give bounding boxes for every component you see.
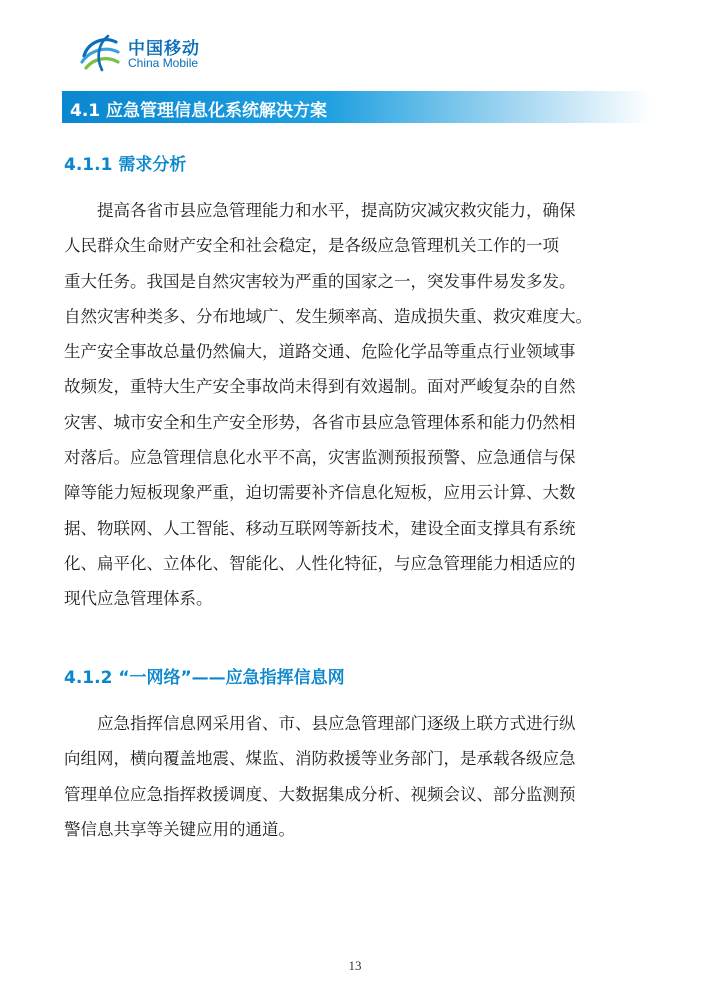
paragraph-line: 重大任务。我国是自然灾害较为严重的国家之一，突发事件易发多发。: [64, 271, 576, 291]
page-number: 13: [348, 958, 362, 973]
subsection-heading-network: 4.1.2 “一网络”——应急指挥信息网: [64, 668, 345, 688]
paragraph-line: 现代应急管理体系。: [64, 589, 213, 609]
china-mobile-logo: [78, 30, 218, 76]
logo-chinese-text: 中国移动: [128, 39, 200, 59]
network-paragraph: [64, 706, 648, 847]
paragraph-line: 灾害、城市安全和生产安全形势，各省市县应急管理体系和能力仍然相: [64, 412, 576, 432]
paragraph-line: 故频发，重特大生产安全事故尚未得到有效遏制。面对严峻复杂的自然: [64, 377, 576, 397]
paragraph-line: 警信息共享等关键应用的通道。: [64, 819, 295, 839]
china-mobile-emblem-icon: [78, 30, 122, 74]
paragraph-line: 管理单位应急指挥救援调度、大数据集成分析、视频会议、部分监测预: [64, 784, 576, 804]
paragraph-line: 向组网，横向覆盖地震、煤监、消防救援等业务部门，是承载各级应急: [64, 749, 576, 769]
paragraph-line: 对落后。应急管理信息化水平不高，灾害监测预报预警、应急通信与保: [64, 448, 576, 468]
section-title-bar: [62, 91, 652, 123]
paragraph-line: 障等能力短板现象严重，迫切需要补齐信息化短板，应用云计算、大数: [64, 483, 576, 503]
paragraph-line: 生产安全事故总量仍然偏大，道路交通、危险化学品等重点行业领域事: [64, 342, 576, 362]
paragraph-line: 据、物联网、人工智能、移动互联网等新技术，建设全面支撑具有系统: [64, 518, 576, 538]
subsection-heading-requirements: 4.1.1 需求分析: [64, 155, 187, 175]
paragraph-line: 应急指挥信息网采用省、市、县应急管理部门逐级上联方式进行纵: [64, 714, 576, 733]
requirements-paragraph: [64, 193, 648, 617]
paragraph-line: 化、扁平化、立体化、智能化、人性化特征，与应急管理能力相适应的: [64, 553, 576, 573]
section-title: 4.1 应急管理信息化系统解决方案: [70, 101, 328, 121]
paragraph-line: 人民群众生命财产安全和社会稳定，是各级应急管理机关工作的一项: [64, 236, 559, 256]
paragraph-line: 提高各省市县应急管理能力和水平，提高防灾减灾救灾能力，确保: [64, 201, 576, 220]
logo-english-text: China Mobile: [128, 56, 199, 70]
paragraph-line: 自然灾害种类多、分布地域广、发生频率高、造成损失重、救灾难度大。: [64, 306, 592, 326]
